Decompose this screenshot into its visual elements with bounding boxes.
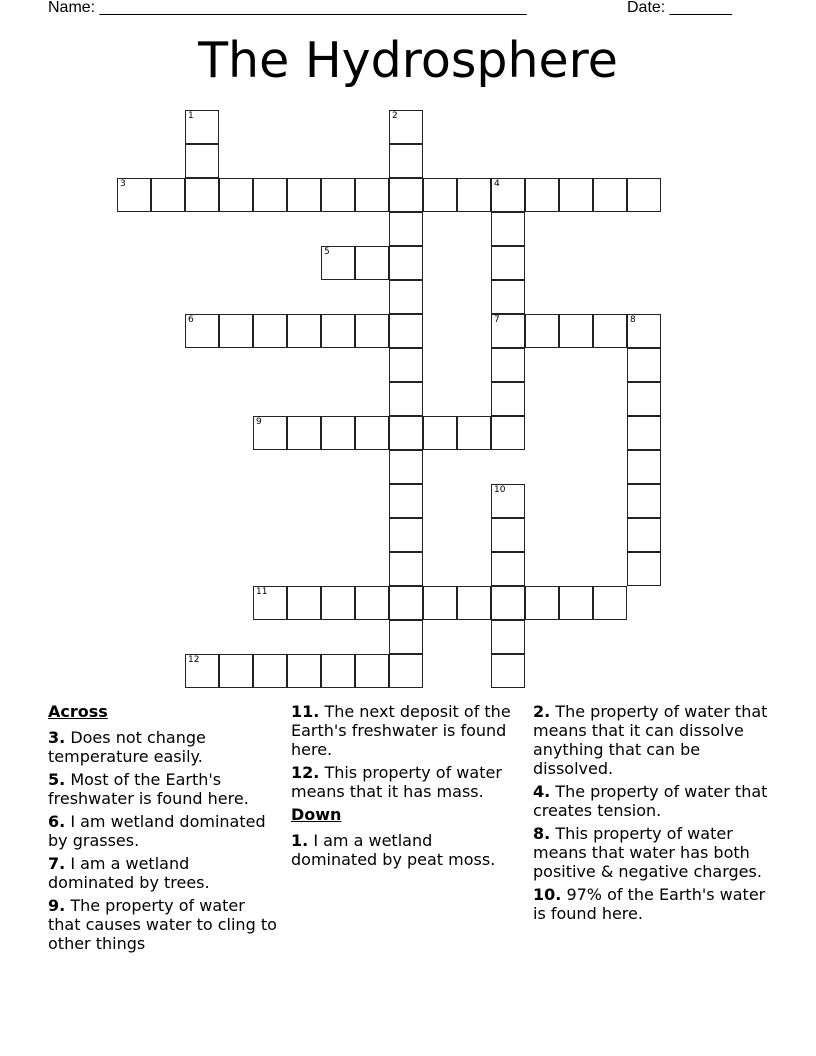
clue-down-2: 2. The property of water that means that it can dissolve anything that can be dissolved. [533,702,768,778]
grid-cell[interactable] [287,586,321,620]
grid-cell[interactable] [525,586,559,620]
clue-number: 5 [324,247,330,257]
grid-cell[interactable] [389,280,423,314]
name-field-label: Name: ________________________________________________ [48,0,527,16]
grid-cell[interactable] [389,518,423,552]
grid-cell[interactable] [321,586,355,620]
grid-cell[interactable] [355,586,389,620]
grid-cell[interactable] [491,382,525,416]
grid-cell[interactable] [389,620,423,654]
grid-cell[interactable] [491,620,525,654]
grid-cell[interactable] [185,110,219,144]
clue-across-12: 12. This property of water means that it has mass. [291,763,502,801]
grid-cell[interactable] [321,416,355,450]
clue-number: 12 [188,655,200,665]
grid-cell[interactable] [559,586,593,620]
across-heading: Across [48,702,108,721]
clue-number: 1 [188,111,194,121]
clues-column-1 [48,702,278,957]
grid-cell[interactable] [423,416,457,450]
grid-cell[interactable] [525,178,559,212]
clues-column-2 [291,702,513,873]
grid-cell[interactable] [389,246,423,280]
grid-cell[interactable] [559,314,593,348]
grid-cell[interactable] [389,552,423,586]
clue-across-7: 7. I am a wetland dominated by trees. [48,854,210,892]
grid-cell[interactable] [491,416,525,450]
grid-cell[interactable] [185,314,219,348]
grid-cell[interactable] [185,178,219,212]
clues-column-3 [533,702,768,927]
grid-cell[interactable] [457,586,491,620]
grid-cell[interactable] [593,178,627,212]
clue-down-4: 4. The property of water that creates tension. [533,782,768,820]
clue-down-10: 10. 97% of the Earth's water is found here. [533,885,766,923]
clue-number: 7 [494,315,500,325]
grid-cell[interactable] [627,518,661,552]
clue-number: 9 [256,417,262,427]
grid-cell[interactable] [287,314,321,348]
grid-cell[interactable] [389,144,423,178]
clue-number: 3 [120,179,126,189]
clue-number: 6 [188,315,194,325]
grid-cell[interactable] [627,348,661,382]
grid-cell[interactable] [627,484,661,518]
grid-cell[interactable] [457,416,491,450]
grid-cell[interactable] [389,212,423,246]
grid-cell[interactable] [593,586,627,620]
grid-cell[interactable] [627,382,661,416]
clue-across-6: 6. I am wetland dominated by grasses. [48,812,266,850]
grid-cell[interactable] [457,178,491,212]
clue-number: 2 [392,111,398,121]
grid-cell[interactable] [491,178,525,212]
grid-cell[interactable] [627,314,661,348]
grid-cell[interactable] [491,484,525,518]
grid-cell[interactable] [185,144,219,178]
clue-number: 4 [494,179,500,189]
grid-cell[interactable] [253,654,287,688]
grid-cell[interactable] [593,314,627,348]
grid-cell[interactable] [117,178,151,212]
grid-cell[interactable] [253,178,287,212]
grid-cell[interactable] [389,654,423,688]
clue-number: 8 [630,315,636,325]
clue-number: 10 [494,485,506,495]
grid-cell[interactable] [389,178,423,212]
clue-down-8: 8. This property of water means that water has both positive & negative charges. [533,824,762,881]
clue-down-1: 1. I am a wetland dominated by peat moss. [291,831,496,869]
clue-across-9: 9. The property of water that causes water to cling to other things [48,896,277,953]
grid-cell[interactable] [491,246,525,280]
grid-cell[interactable] [389,314,423,348]
grid-cell[interactable] [491,586,525,620]
grid-cell[interactable] [219,178,253,212]
grid-cell[interactable] [389,382,423,416]
grid-cell[interactable] [627,416,661,450]
grid-cell[interactable] [627,552,661,586]
grid-cell[interactable] [287,654,321,688]
down-heading: Down [291,805,342,824]
clue-number: 11 [256,587,268,597]
grid-cell[interactable] [627,178,661,212]
page-title: The Hydrosphere [198,32,618,89]
grid-cell[interactable] [219,314,253,348]
grid-cell[interactable] [423,178,457,212]
grid-cell[interactable] [627,450,661,484]
grid-cell[interactable] [355,654,389,688]
grid-cell[interactable] [321,654,355,688]
clue-across-5: 5. Most of the Earth's freshwater is found here. [48,770,249,808]
grid-cell[interactable] [253,314,287,348]
grid-cell[interactable] [389,586,423,620]
grid-cell[interactable] [389,484,423,518]
grid-cell[interactable] [491,280,525,314]
grid-cell[interactable] [389,416,423,450]
grid-cell[interactable] [253,586,287,620]
clue-across-11: 11. The next deposit of the Earth's freshwater is found here. [291,702,511,759]
grid-cell[interactable] [491,654,525,688]
grid-cell[interactable] [389,450,423,484]
grid-cell[interactable] [355,416,389,450]
grid-cell[interactable] [151,178,185,212]
grid-cell[interactable] [559,178,593,212]
grid-cell[interactable] [389,110,423,144]
grid-cell[interactable] [321,178,355,212]
grid-cell[interactable] [491,212,525,246]
grid-cell[interactable] [321,314,355,348]
grid-cell[interactable] [287,178,321,212]
grid-cell[interactable] [491,348,525,382]
grid-cell[interactable] [219,654,253,688]
grid-cell[interactable] [491,552,525,586]
grid-cell[interactable] [491,314,525,348]
grid-cell[interactable] [253,416,287,450]
clue-across-3: 3. Does not change temperature easily. [48,728,206,766]
grid-cell[interactable] [287,416,321,450]
grid-cell[interactable] [389,348,423,382]
grid-cell[interactable] [355,246,389,280]
date-field-label: Date: _______ [627,0,732,16]
grid-cell[interactable] [355,314,389,348]
grid-cell[interactable] [355,178,389,212]
grid-cell[interactable] [525,314,559,348]
grid-cell[interactable] [423,586,457,620]
grid-cell[interactable] [185,654,219,688]
grid-cell[interactable] [491,518,525,552]
grid-cell[interactable] [321,246,355,280]
